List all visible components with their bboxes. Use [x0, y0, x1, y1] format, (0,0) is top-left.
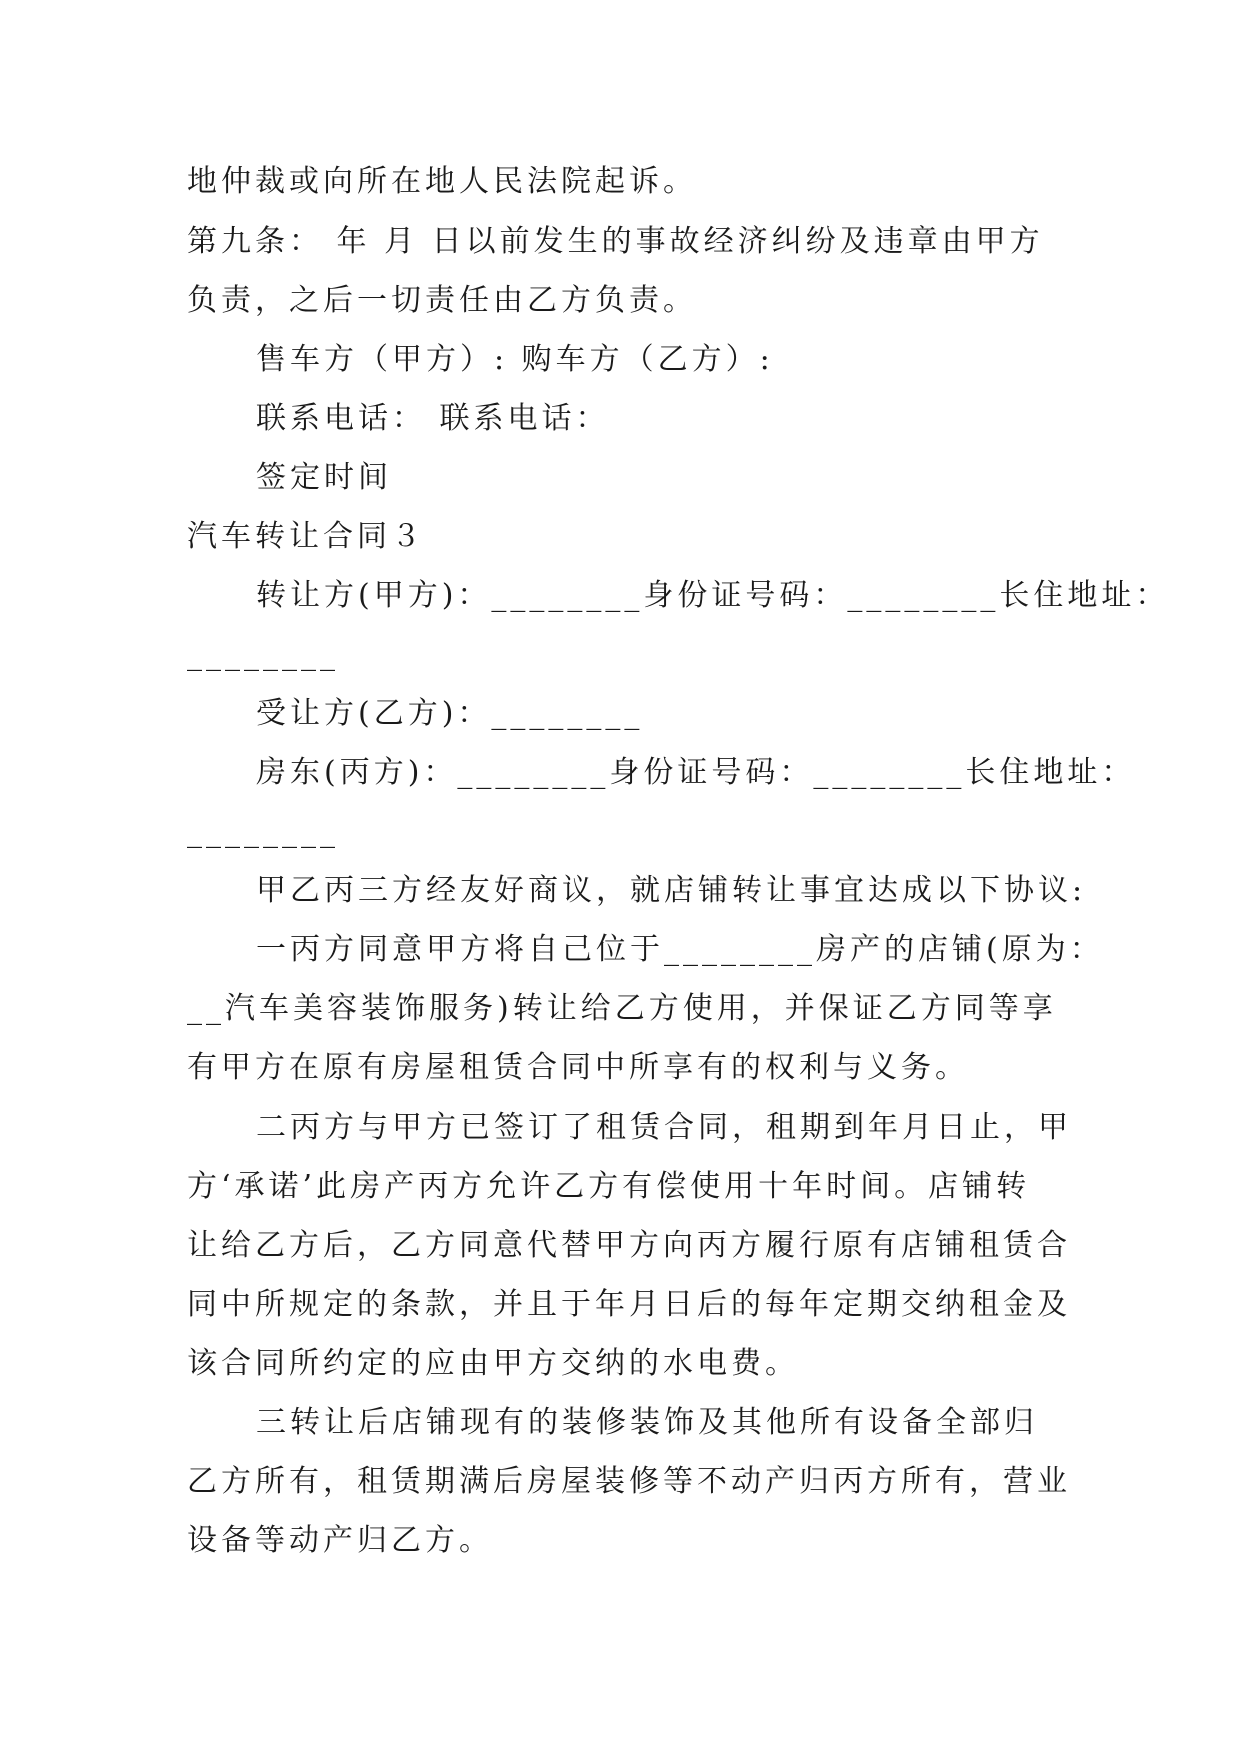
clause-2-line: 同中所规定的条款，并且于年月日后的每年定期交纳租金及	[187, 1287, 1071, 1322]
contract-title: 汽车转让合同３	[187, 519, 425, 554]
clause-3-line: 乙方所有，租赁期满后房屋装修等不动产归丙方所有，营业	[187, 1464, 1071, 1499]
seller-buyer-line: 售车方（甲方）: 购车方（乙方）:	[256, 342, 774, 377]
agreement-intro: 甲乙丙三方经友好商议，就店铺转让事宜达成以下协议:	[256, 873, 1087, 908]
clause-1-line: 一丙方同意甲方将自己位于________房产的店铺(原为：	[256, 932, 1104, 967]
blank-line: ________	[187, 637, 339, 672]
clause-3-line: 三转让后店铺现有的装修装饰及其他所有设备全部归	[256, 1405, 1038, 1440]
clause-2-line: 该合同所约定的应由甲方交纳的水电费。	[187, 1346, 799, 1381]
landlord-line: 房东(丙方)：________身份证号码：________长住地址：	[256, 755, 1136, 790]
clause-2-line: 二丙方与甲方已签订了租赁合同，租期到年月日止，甲	[256, 1110, 1072, 1145]
blank-line: ________	[187, 814, 339, 849]
text-line: 地仲裁或向所在地人民法院起诉。	[187, 164, 697, 199]
clause-2-line: 让给乙方后，乙方同意代替甲方向丙方履行原有店铺租赁合	[187, 1228, 1071, 1263]
transferor-line: 转让方(甲方)：________身份证号码：________长住地址：	[256, 578, 1170, 613]
phone-line: 联系电话： 联系电话：	[256, 401, 610, 436]
sign-date-line: 签定时间	[256, 460, 392, 495]
clause-2-line: 方‘承诺’此房产丙方允许乙方有偿使用十年时间。店铺转	[187, 1169, 1031, 1204]
clause-3-line: 设备等动产归乙方。	[187, 1523, 493, 1558]
clause-1-line: __汽车美容装饰服务)转让给乙方使用，并保证乙方同等享	[187, 991, 1057, 1026]
text-line: 负责，之后一切责任由乙方负责。	[187, 283, 697, 318]
clause-1-line: 有甲方在原有房屋租赁合同中所享有的权利与义务。	[187, 1050, 969, 1085]
transferee-line: 受让方(乙方)：________	[256, 696, 644, 731]
article-9-line: 第九条： 年 月 日以前发生的事故经济纠纷及违章由甲方	[187, 224, 1044, 259]
